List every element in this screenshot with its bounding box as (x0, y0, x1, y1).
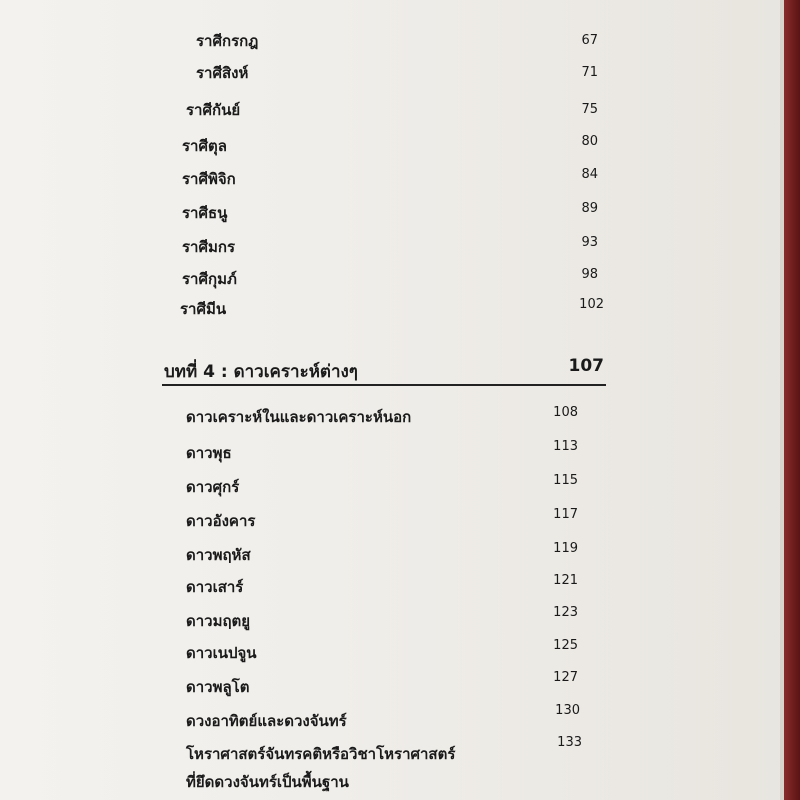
toc-entry-page: 93 (581, 235, 598, 250)
toc-entry-title: ดาวเคราะห์ในและดาวเคราะห์นอก (186, 408, 412, 426)
toc-entry-title: ราศีมีน (180, 300, 227, 318)
toc-entry-title: ดวงอาทิตย์และดวงจันทร์ (186, 712, 347, 730)
toc-entry-page: 102 (579, 297, 604, 312)
toc-entry-title: ราศีมกร (182, 238, 236, 256)
toc-entry-page: 67 (581, 33, 598, 48)
toc-entry-page: 89 (581, 201, 598, 216)
book-spine (784, 0, 800, 800)
toc-entry-page: 125 (553, 638, 578, 653)
toc-entry-page: 80 (581, 134, 598, 149)
toc-entry-title: ดาวพุธ (186, 444, 232, 462)
toc-entry-title: ดาวพฤหัส (186, 546, 251, 564)
chapter-divider (162, 384, 606, 386)
toc-entry-title: ดาวมฤตยู (186, 612, 251, 630)
toc-entry-page: 117 (553, 507, 578, 522)
toc-entry-page: 130 (555, 703, 580, 718)
toc-entry-page: 115 (553, 473, 578, 488)
toc-entry-title: ราศีกุมภ์ (182, 270, 237, 288)
chapter-heading: บทที่ 4 : ดาวเคราะห์ต่างๆ (164, 362, 358, 382)
toc-entry-title: ราศีกันย์ (186, 101, 241, 119)
toc-entry-page: 98 (581, 267, 598, 282)
toc-entry-title: โหราศาสตร์จันทรคติหรือวิชาโหราศาสตร์ (186, 745, 456, 763)
toc-entry-title: ราศีตุล (182, 137, 227, 155)
toc-entry-title: ดาวเนปจูน (186, 644, 257, 662)
chapter-page-number: 107 (568, 356, 604, 376)
toc-entry-page: 71 (581, 65, 598, 80)
toc-entry-page: 113 (553, 439, 578, 454)
toc-entry-title: ดาวศุกร์ (186, 478, 240, 496)
toc-entry-page: 75 (581, 102, 598, 117)
toc-entry-title: ราศีกรกฎ (196, 32, 259, 50)
toc-entry-page: 108 (553, 405, 578, 420)
toc-entry-page: 119 (553, 541, 578, 556)
toc-entry-page: 127 (553, 670, 578, 685)
toc-entry-page: 133 (557, 735, 582, 750)
toc-entry-title: ราศีพิจิก (182, 170, 236, 188)
toc-entry-page: 123 (553, 605, 578, 620)
toc-entry-title: ที่ยึดดวงจันทร์เป็นพื้นฐาน (186, 773, 349, 791)
toc-entry-title: ดาวเสาร์ (186, 578, 244, 596)
toc-entry-title: ราศีธนู (182, 204, 228, 222)
toc-entry-page: 84 (581, 167, 598, 182)
toc-entry-title: ราศีสิงห์ (196, 64, 249, 82)
toc-entry-page: 121 (553, 573, 578, 588)
toc-entry-title: ดาวอังคาร (186, 512, 256, 530)
toc-entry-title: ดาวพลูโต (186, 678, 250, 696)
